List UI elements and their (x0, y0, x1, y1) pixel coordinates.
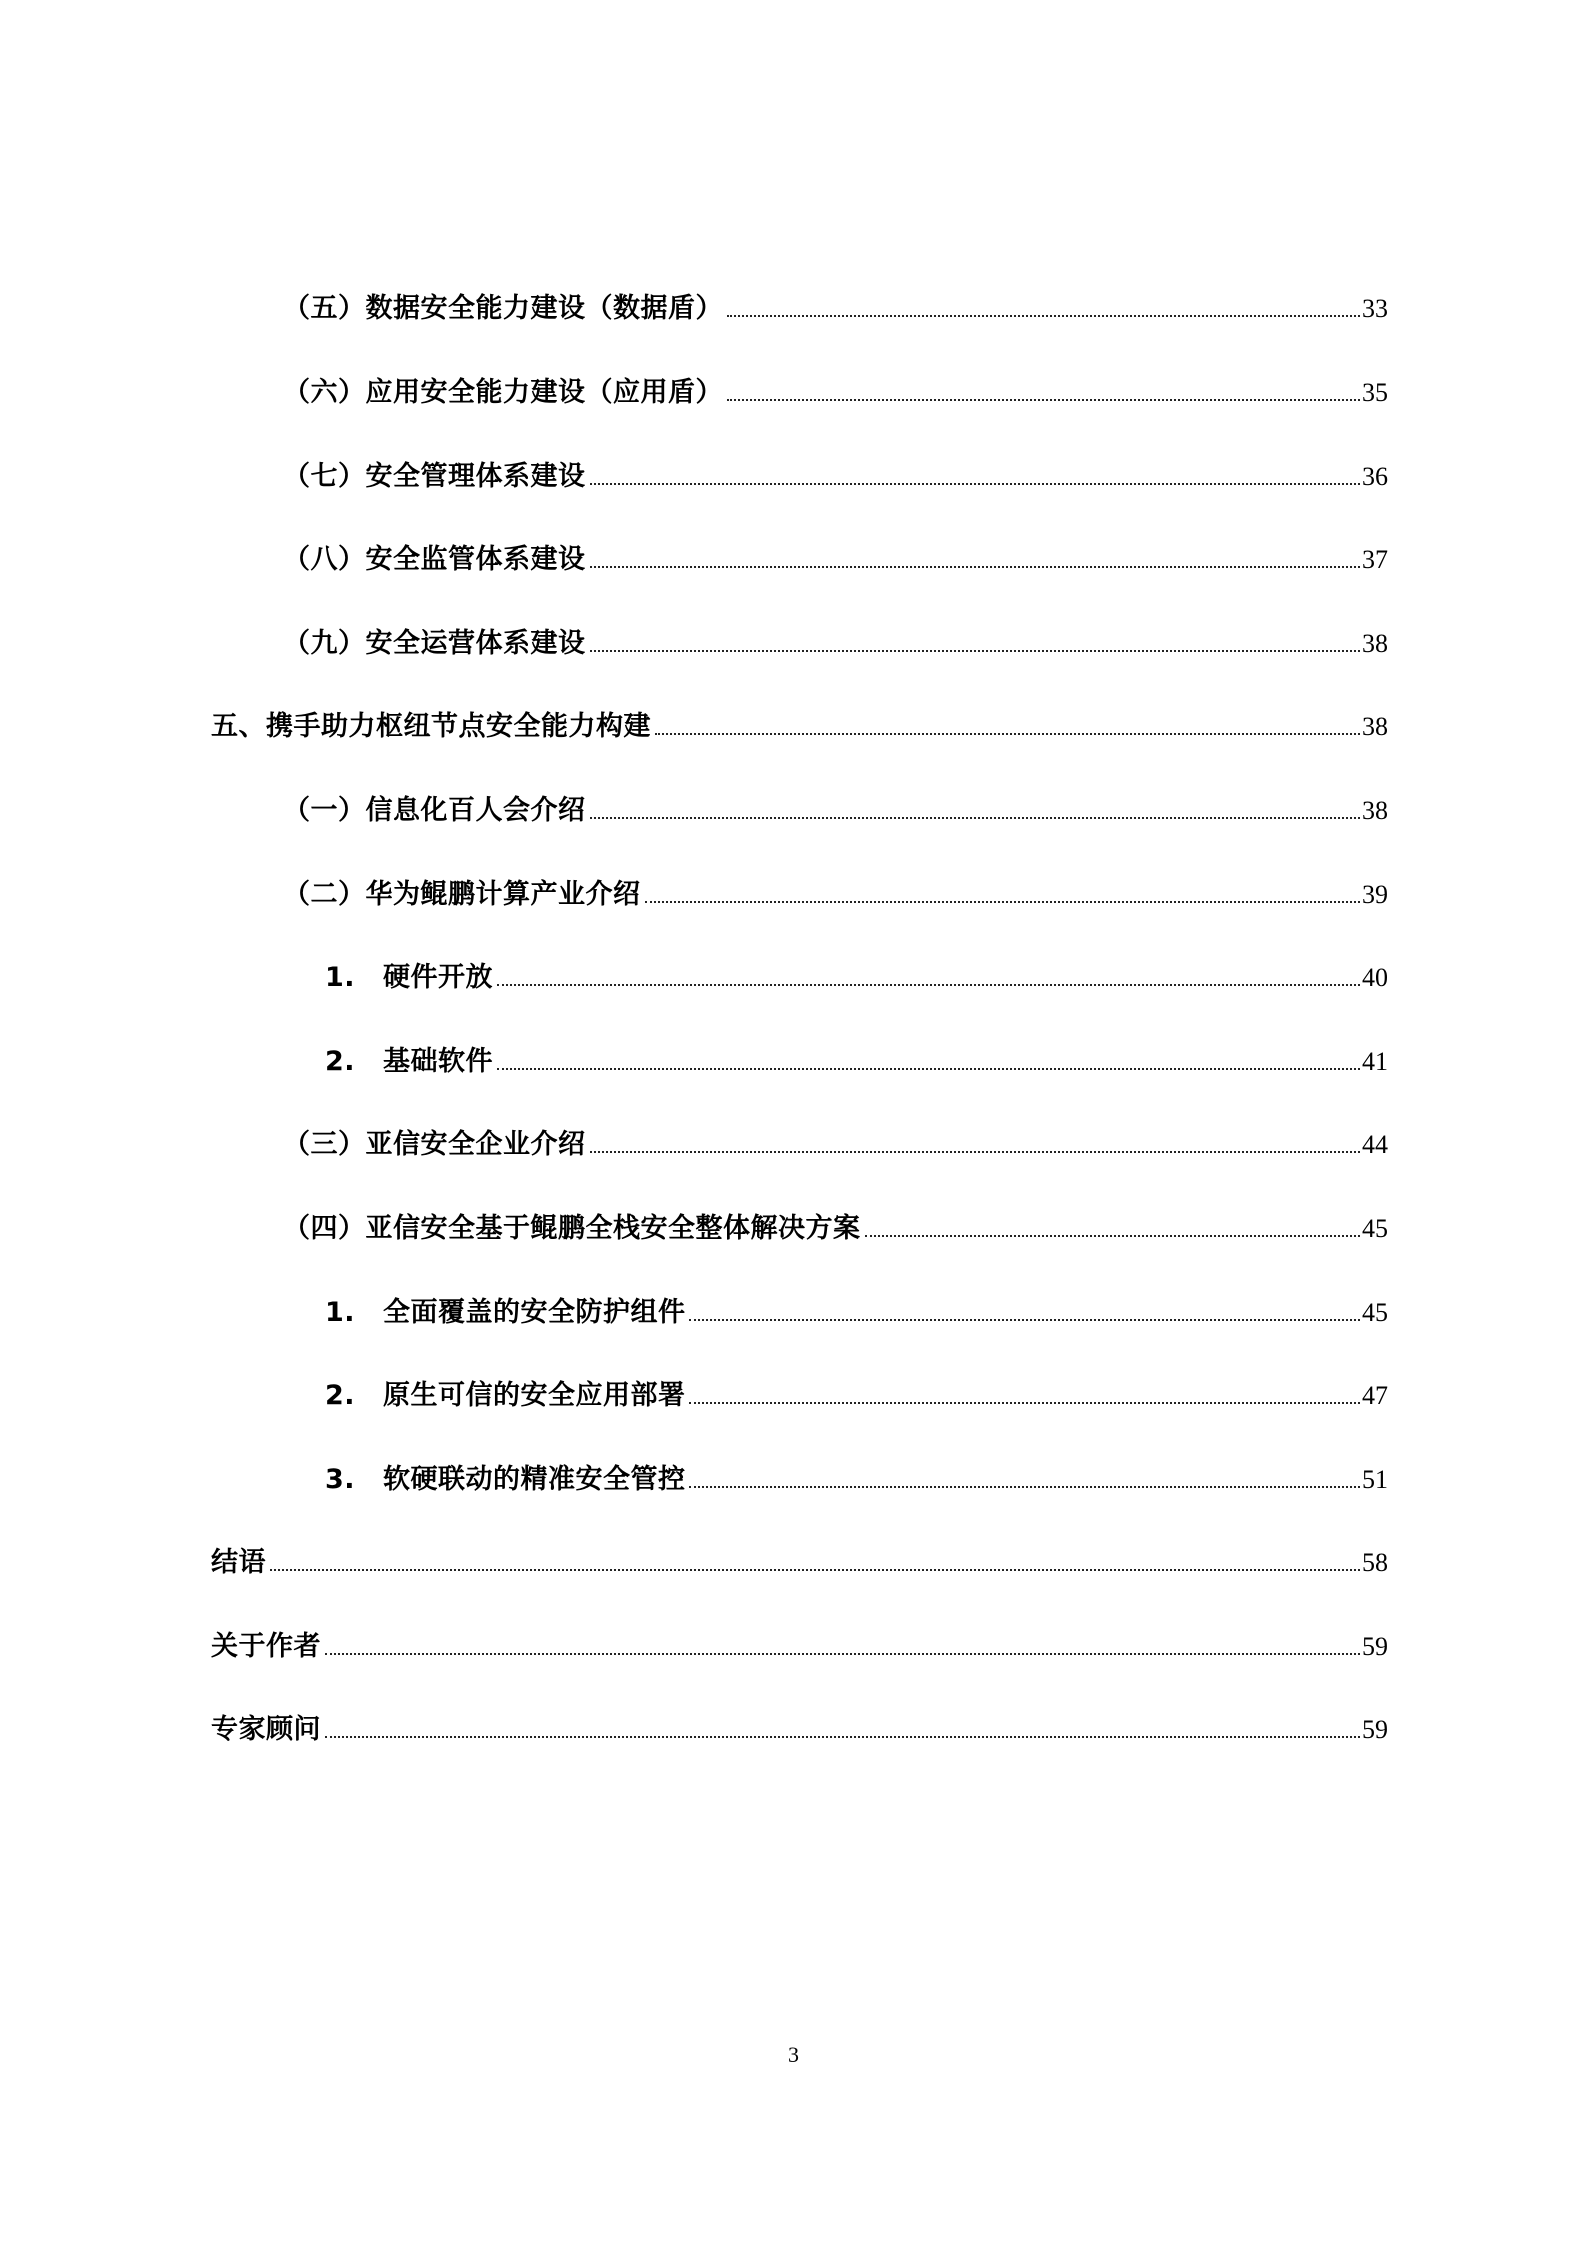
toc-entry[interactable] (325, 1290, 1388, 1330)
toc-entry-title: 3. 软硬联动的精准安全管控 (325, 1464, 686, 1495)
dot-leader (689, 1402, 1360, 1404)
toc-entry[interactable] (325, 1373, 1388, 1413)
toc-entry[interactable] (283, 1122, 1388, 1162)
dot-leader (590, 650, 1361, 652)
dot-leader (727, 315, 1360, 317)
toc-entry-title: （一）信息化百人会介绍 (283, 795, 586, 826)
toc-entry-title: 2. 原生可信的安全应用部署 (325, 1380, 686, 1411)
toc-entry[interactable] (211, 1540, 1388, 1580)
toc-entry-page: 44 (1362, 1130, 1388, 1159)
toc-entry[interactable] (283, 286, 1388, 326)
toc-entry-page: 35 (1362, 378, 1388, 407)
toc-entry-title: （三）亚信安全企业介绍 (283, 1129, 586, 1160)
dot-leader (270, 1569, 1360, 1571)
toc-entry-title: 1. 全面覆盖的安全防护组件 (325, 1297, 686, 1328)
toc-entry[interactable] (283, 872, 1388, 912)
toc-entry-title: 专家顾问 (211, 1714, 321, 1745)
dot-leader (865, 1235, 1361, 1237)
dot-leader (689, 1486, 1360, 1488)
toc-entry-title: （五）数据安全能力建设（数据盾） (283, 293, 723, 324)
toc-entry[interactable] (283, 370, 1388, 410)
toc-entry-page: 47 (1362, 1381, 1388, 1410)
toc-entry[interactable] (283, 537, 1388, 577)
dot-leader (325, 1653, 1360, 1655)
toc-entry-page: 38 (1362, 629, 1388, 658)
toc-entry-page: 45 (1362, 1214, 1388, 1243)
toc-entry-page: 39 (1362, 880, 1388, 909)
dot-leader (590, 1151, 1361, 1153)
toc-entry-title: （四）亚信安全基于鲲鹏全栈安全整体解决方案 (283, 1213, 861, 1244)
toc-entry-title: 关于作者 (211, 1631, 321, 1662)
toc-entry[interactable] (325, 1457, 1388, 1497)
dot-leader (497, 984, 1360, 986)
toc-entry[interactable] (211, 704, 1388, 744)
dot-leader (727, 399, 1360, 401)
toc-entry-page: 36 (1362, 462, 1388, 491)
dot-leader (655, 733, 1360, 735)
toc-entry[interactable] (211, 1707, 1388, 1747)
dot-leader (497, 1068, 1360, 1070)
toc-entry-title: （二）华为鲲鹏计算产业介绍 (283, 879, 641, 910)
toc-entry[interactable] (283, 1206, 1388, 1246)
toc-entry-page: 59 (1362, 1715, 1388, 1744)
toc-entry-page: 58 (1362, 1548, 1388, 1577)
toc-entry-page: 59 (1362, 1632, 1388, 1661)
dot-leader (590, 483, 1361, 485)
page-number: 3 (788, 2042, 799, 2067)
toc-entry-title: （九）安全运营体系建设 (283, 628, 586, 659)
toc-entry-title: 结语 (211, 1547, 266, 1578)
toc-entry[interactable] (325, 955, 1388, 995)
dot-leader (590, 566, 1361, 568)
toc-entry-page: 38 (1362, 712, 1388, 741)
toc-entry-page: 40 (1362, 963, 1388, 992)
toc-entry-page: 37 (1362, 545, 1388, 574)
toc-entry[interactable] (211, 1624, 1388, 1664)
toc-entry[interactable] (325, 1039, 1388, 1079)
toc-entry-page: 41 (1362, 1047, 1388, 1076)
toc-entry-title: （八）安全监管体系建设 (283, 544, 586, 575)
toc-entry-title: 五、携手助力枢纽节点安全能力构建 (211, 711, 651, 742)
dot-leader (590, 817, 1361, 819)
toc-entry[interactable] (283, 454, 1388, 494)
toc-entry-title: 2. 基础软件 (325, 1046, 493, 1077)
toc-entry-page: 38 (1362, 796, 1388, 825)
toc-entry-page: 51 (1362, 1465, 1388, 1494)
dot-leader (689, 1319, 1360, 1321)
toc-entry[interactable] (283, 621, 1388, 661)
toc-entry-title: 1. 硬件开放 (325, 962, 493, 993)
toc-entry[interactable] (283, 788, 1388, 828)
toc-entry-title: （六）应用安全能力建设（应用盾） (283, 377, 723, 408)
toc-entry-title: （七）安全管理体系建设 (283, 461, 586, 492)
dot-leader (325, 1736, 1360, 1738)
toc-entry-page: 33 (1362, 294, 1388, 323)
dot-leader (645, 901, 1361, 903)
toc-entry-page: 45 (1362, 1298, 1388, 1327)
